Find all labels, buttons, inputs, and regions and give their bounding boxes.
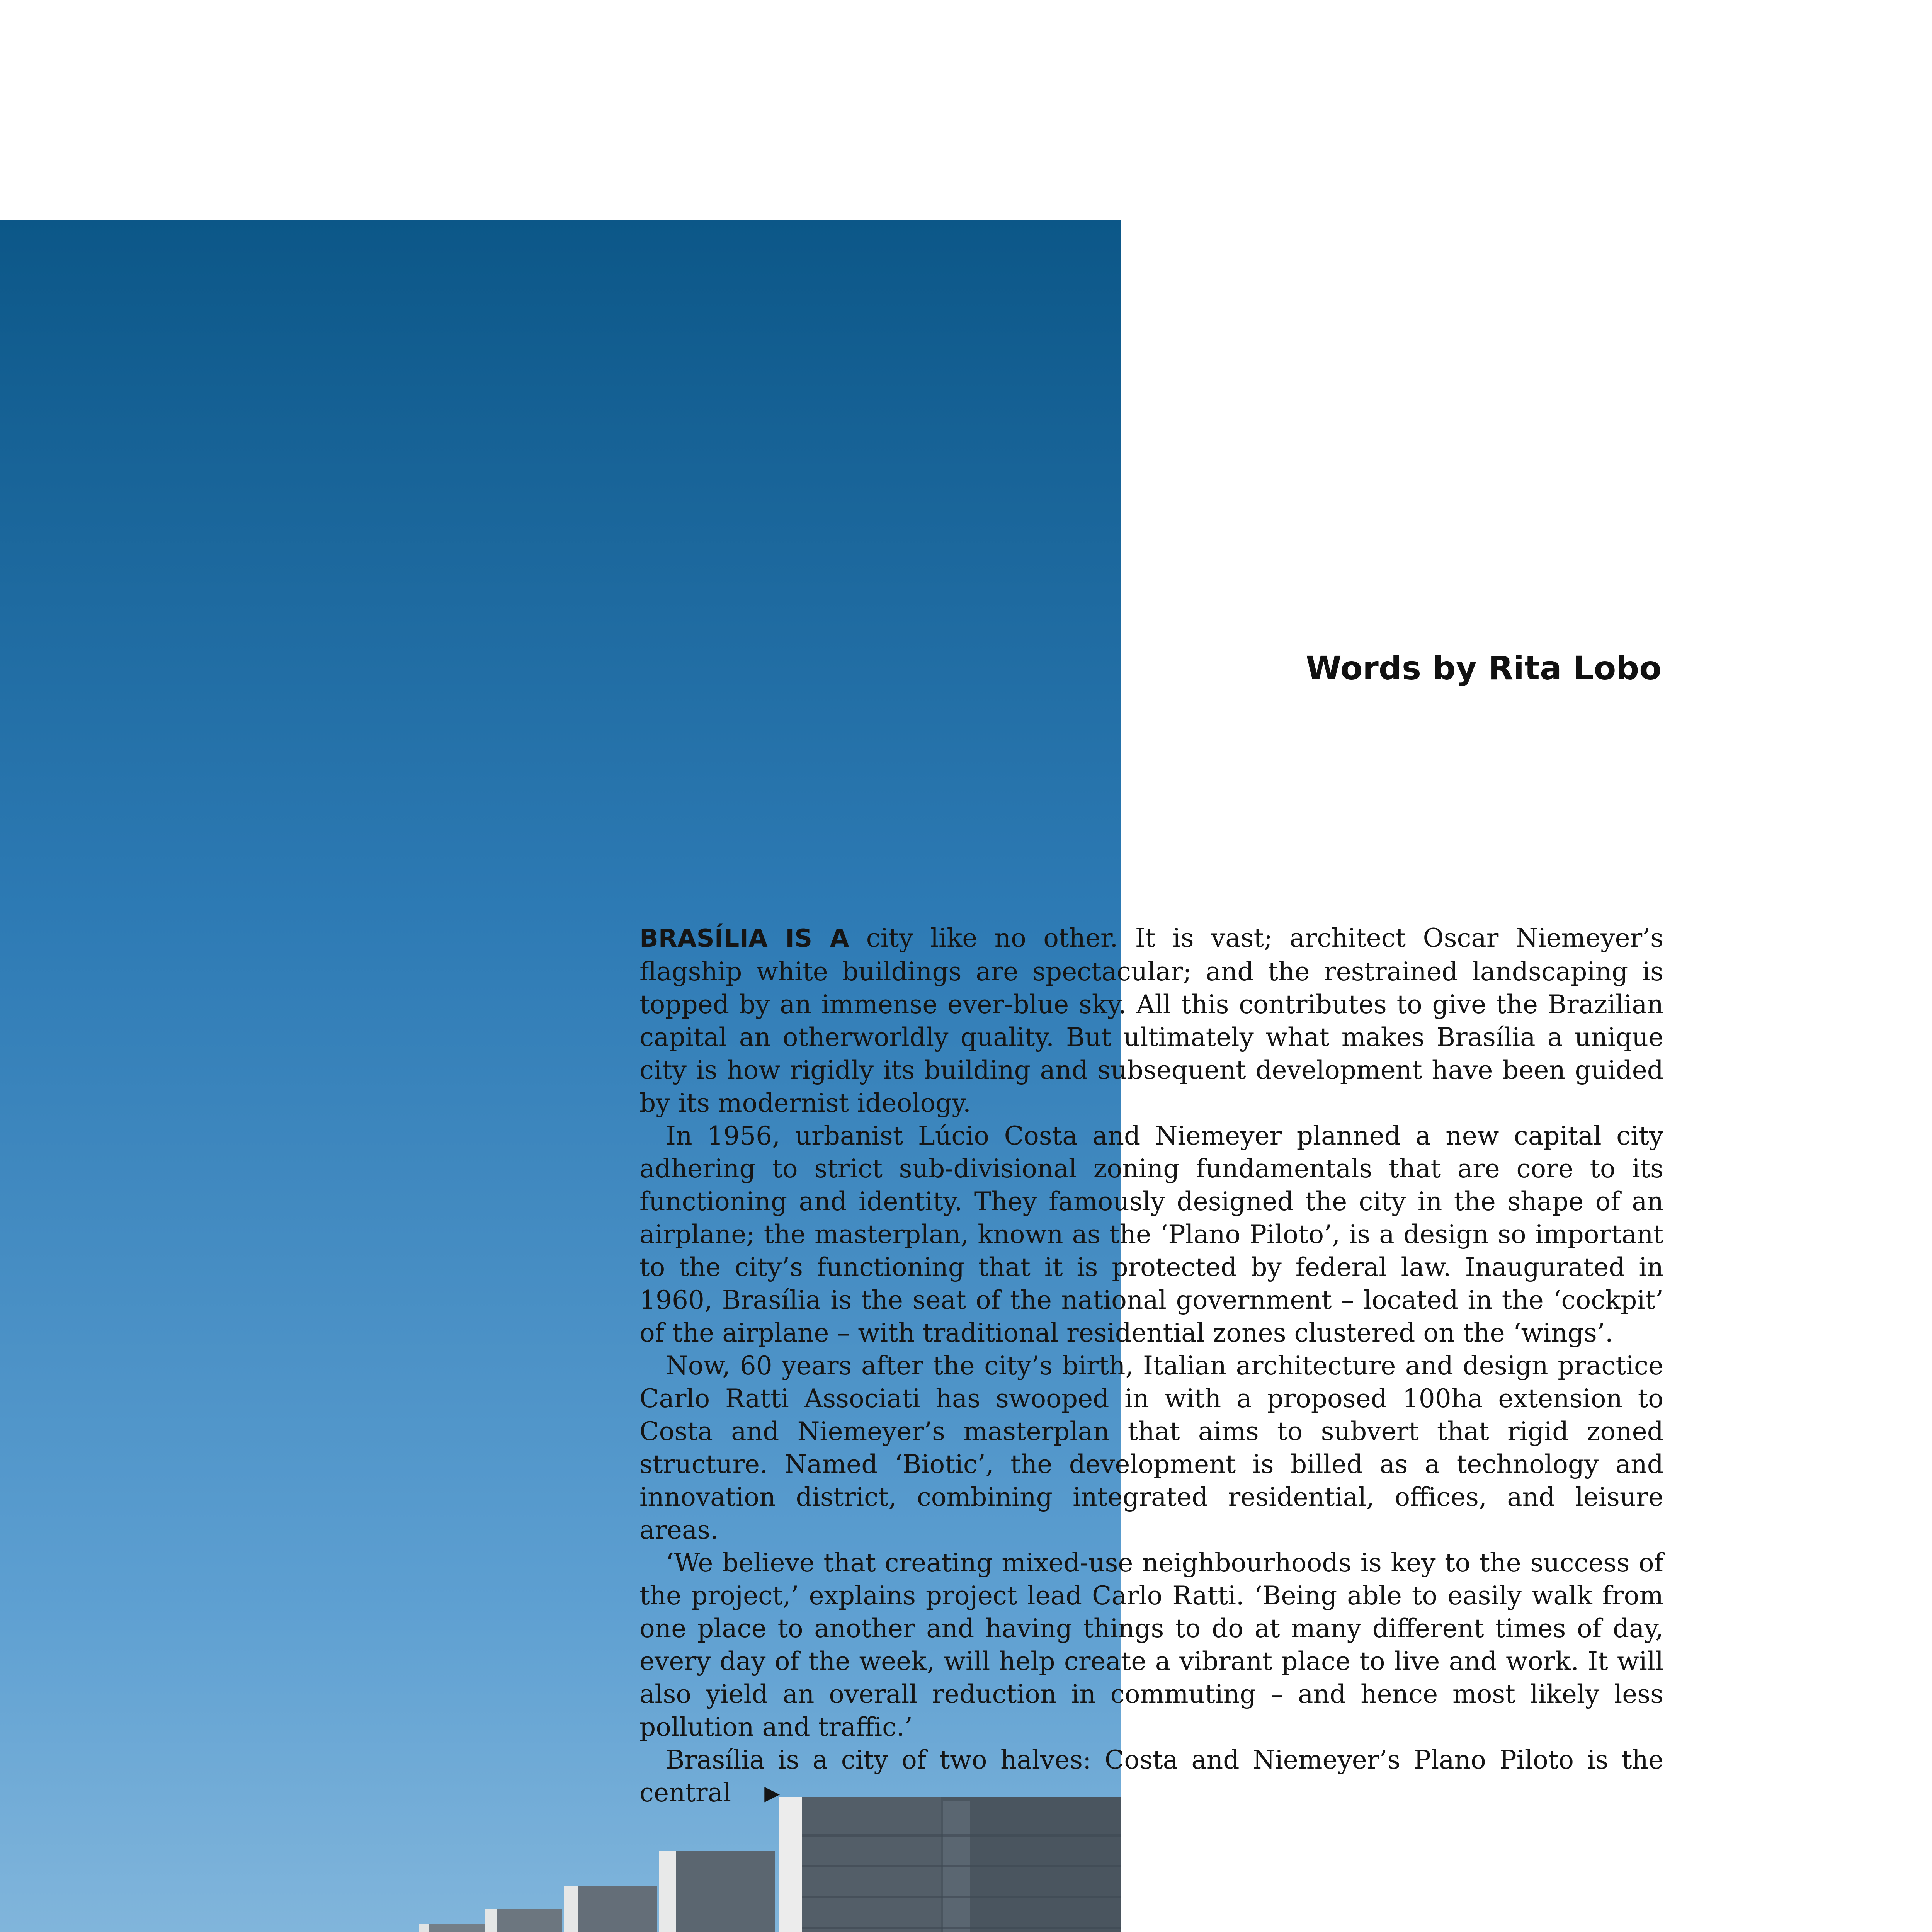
article-paragraph-3: Now, 60 years after the city’s birth, Italian architecture and design practice Carlo Ratti Associati has swooped in with a proposed 100ha extension to Costa and Niemeyer’s masterplan that aims to subvert that rigid zoned structure. Named ‘Biotic’, the development is billed as a technology and innovation district, combining integrated residential, offices, and leisure areas. <box>639 1351 1663 1545</box>
paragraph-text: Brasília is a city of two halves: Costa and Niemeyer’s Plano Piloto is the central <box>639 1745 1663 1808</box>
article-body <box>639 922 1663 1810</box>
article-paragraph-1 <box>639 922 1663 1119</box>
lead-in: BRASÍLIA IS A <box>639 924 849 953</box>
article-paragraph-4: ‘We believe that creating mixed-use neighbourhoods is key to the success of the project,’ explains project lead Carlo Ratti. ‘Being able to easily walk from one place to another and having things to do at many different times of day, every day of the week, will help create a vibrant place to live and work. It will also yield an overall reduction in commuting – and hence most likely less pollution and traffic.’ <box>639 1548 1663 1742</box>
article-paragraph-2: In 1956, urbanist Lúcio Costa and Niemeyer planned a new capital city adhering to strict sub-divisional zoning fundamentals that are core to its functioning and identity. They famously designed the city in the shape of an airplane; the masterplan, known as the ‘Plano Piloto’, is a design so important to the city’s functioning that it is protected by federal law. Inaugurated in 1960, Brasília is the seat of the national government – located in the ‘cockpit’ of the airplane – with traditional residential zones clustered on the ‘wings’. <box>639 1121 1663 1348</box>
byline: Words by Rita Lobo <box>1306 649 1662 687</box>
paragraph-text: city like no other. It is vast; architect Oscar Niemeyer’s flagship white buildings are spectacular; and the restrained landscaping is topped by an immense ever-blue sky. All this contributes to give the Brazilian capital an otherworldly quality. But ultimately what makes Brasília a unique city is how rigidly its building and subsequent development have been guided by its modernist ideology. <box>639 923 1663 1118</box>
continue-arrow-icon: ▶ <box>764 1782 780 1805</box>
article-paragraph-5 <box>639 1743 1663 1810</box>
